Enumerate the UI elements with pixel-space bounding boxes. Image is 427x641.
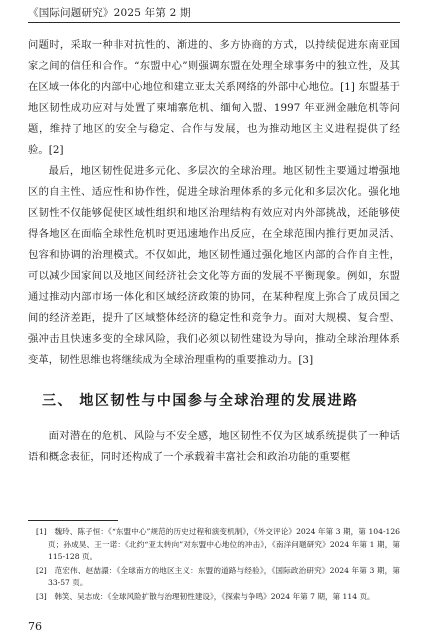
page-number: 76 [28,620,42,633]
section-heading: 三、 地区韧性与中国参与全球治理的发展进路 [42,393,359,409]
footnote-divider [28,520,118,521]
footnote-1: [1] 魏玲、陈子恒：《“东盟中心”规范的历史过程和演变机制》，《外交评论》2024 年第 3 期，第 104-126 页；孙成昊、王一诺：《北约“亚太转向”对东盟中心地位的冲击》，《南洋问题研究》2024 年第 1 期，第 115-128 页。 [36,527,400,562]
paragraph-3: 面对潜在的危机、风险与不安全感，地区韧性不仅为区域系统提供了一种话语和概念表征，同时还构成了一个承载着丰富社会和政治功能的重要框 [28,430,400,463]
footnotes [28,526,400,605]
paragraph-2: 最后，地区韧性促进多元化、多层次的全球治理。地区韧性主要通过增强地区的自主性、适应性和协作性，促进全球治理体系的多元化和多层次化。强化地区韧性不仅能够促使区域性组织和地区治理结构有效应对内外部挑战，还能够使得各地区在面临全球性危机时更迅速地作出反应，在全球范围内推行更加灵活、包容和协调的治理模式。不仅如此，地区韧性通过强化地区内部的合作自主性，可以减少国家间以及地区间经济社会文化等方面的发展不平衡现象。例如，东盟通过推动内部市场一体化和区域经济政策的协同，在某种程度上弥合了成员国之间的经济差距，提升了区域整体经济的稳定性和竞争力。面对大规模、复合型、强冲击且快速多变的全球风险，我们必须以韧性建设为导向，推动全球治理体系变革，韧性思维也将继续成为全球治理重构的重要推动力。[3] [28,165,400,366]
running-header: 《国际问题研究》2025 年第 2 期 [28,4,400,23]
footnote-2: [2] 范宏伟、赵喆譞：《全球南方的地区主义：东盟的道路与经验》，《国际政治研究》2024 年第 3 期，第 33-57 页。 [36,565,400,588]
paragraph-1: 问题时，采取一种非对抗性的、渐进的、多方协商的方式，以持续促进东南亚国家之间的信任和合作。“东盟中心”则强调东盟在处理全球事务中的独立性，及其在区域一体化的内部中心地位和建立亚太关系网络的外部中心地位。[1] 东盟基于地区韧性成功应对与处置了柬埔寨危机、缅甸入盟、1997 年亚洲金融危机等问题，维持了地区的安全与稳定、合作与发展，也为推动地区主义进程提供了经验。[2] [28,39,400,156]
body-text [28,35,400,468]
footnote-3: [3] 韩笑、吴志成：《全球风险扩散与治理韧性建设》，《探索与争鸣》2024 年第 7 期，第 114 页。 [36,591,375,601]
